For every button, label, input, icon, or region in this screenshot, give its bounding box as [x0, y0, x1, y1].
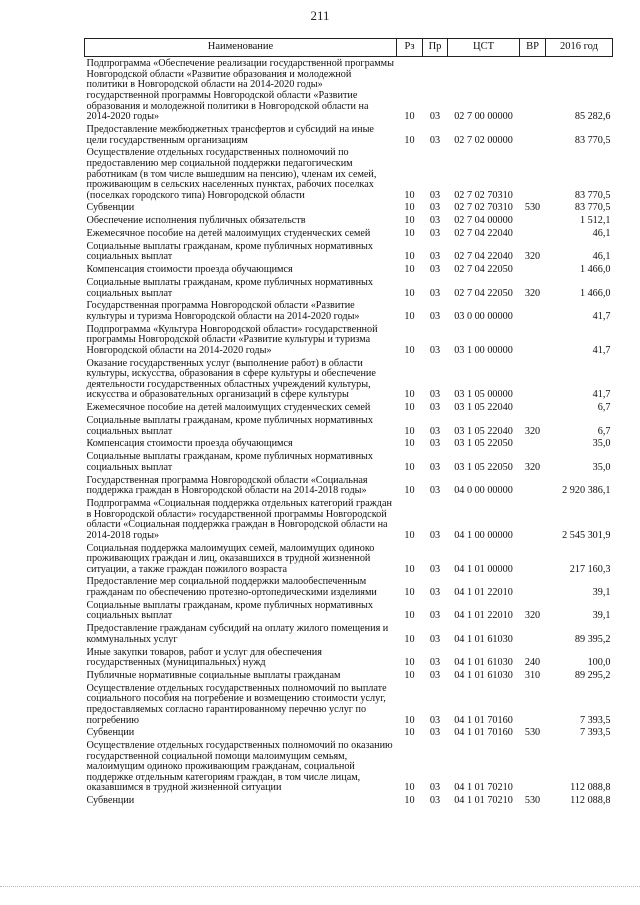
cell-pr: 03 [429, 264, 441, 276]
cell-name: Осуществление отдельных государственных полномочий по выплате социального пособия на погребение и возмещению стоимости услуг, предоставляемых согласно гарантированному перечню услуг по погребению [86, 682, 387, 726]
cell-pr: 03 [429, 563, 441, 575]
cell-pr: 03 [429, 202, 441, 214]
cell-pr: 03 [429, 228, 441, 240]
cell-name: Компенсация стоимости проезда обучающимся [86, 438, 293, 450]
cell-pr: 03 [429, 782, 441, 794]
cell-rz: 10 [404, 782, 415, 794]
cell-vr: 310 [524, 669, 541, 681]
table-row [85, 473, 613, 496]
header-sum: 2016 год [546, 39, 613, 57]
cell-name: Оказание государственных услуг (выполнение работ) в области культуры, искусства, образования в сфере культуры и обеспечение деятельности государственных областных учреждений культуры, искусства и образовательных организаций в сфере культуры [86, 357, 376, 401]
header-vr: ВР [520, 39, 546, 57]
table-row [85, 645, 613, 668]
cell-sum: 1 512,1 [579, 215, 611, 227]
cell-sum: 46,1 [592, 251, 611, 263]
cell-rz: 10 [404, 633, 415, 645]
cell-sum: 6,7 [597, 425, 611, 437]
cell-sum: 35,0 [592, 461, 611, 473]
cell-vr [520, 263, 546, 276]
cell-name: Осуществление отдельных государственных полномочий по оказанию государственной социальной помощи малоимущим семьям, малоимущим одиноко проживающим гражданам, социальной поддержке отдельным категориям граждан, в том числе лицам, оказавшимся в трудной жизненной ситуации [86, 740, 393, 794]
cell-pr: 03 [429, 529, 441, 541]
cell-rz: 10 [404, 215, 415, 227]
cell-rz: 10 [404, 402, 415, 414]
cell-sum: 39,1 [592, 610, 611, 622]
cell-pr: 03 [429, 402, 441, 414]
cell-sum: 6,7 [597, 402, 611, 414]
cell-cst: 02 7 04 22040 [454, 251, 513, 263]
cell-cst: 04 1 01 22010 [454, 610, 513, 622]
cell-cst: 04 1 01 61030 [454, 633, 513, 645]
cell-vr [520, 227, 546, 240]
cell-rz: 10 [404, 529, 415, 541]
cell-rz: 10 [404, 714, 415, 726]
cell-rz: 10 [404, 438, 415, 450]
cell-vr [520, 323, 546, 357]
cell-sum: 83 770,5 [574, 189, 611, 201]
table-row [85, 437, 613, 450]
cell-cst: 04 1 01 22010 [454, 587, 513, 599]
table-row [85, 201, 613, 214]
cell-cst: 04 1 01 70210 [454, 795, 513, 807]
cell-cst: 03 1 05 00000 [454, 389, 513, 401]
cell-sum: 7 393,5 [579, 714, 611, 726]
cell-pr: 03 [429, 795, 441, 807]
cell-pr: 03 [429, 461, 441, 473]
table-row [85, 497, 613, 542]
table-row [85, 146, 613, 201]
cell-vr: 320 [524, 287, 541, 299]
table-row [85, 240, 613, 263]
cell-pr: 03 [429, 389, 441, 401]
cell-vr [520, 473, 546, 496]
table-row [85, 401, 613, 414]
cell-pr: 03 [429, 189, 441, 201]
cell-cst: 04 1 01 70160 [454, 727, 513, 739]
table-row [85, 414, 613, 437]
cell-rz: 10 [404, 251, 415, 263]
cell-cst: 02 7 02 70310 [454, 189, 513, 201]
table-body [85, 57, 613, 807]
cell-vr [520, 146, 546, 201]
cell-pr: 03 [429, 310, 441, 322]
cell-sum: 89 395,2 [574, 633, 611, 645]
cell-name: Субвенции [86, 795, 135, 807]
cell-cst: 03 0 00 00000 [454, 310, 513, 322]
cell-rz: 10 [404, 189, 415, 201]
table-row [85, 622, 613, 645]
header-cst: ЦСТ [448, 39, 520, 57]
cell-cst: 04 0 00 00000 [454, 485, 513, 497]
cell-rz: 10 [404, 264, 415, 276]
cell-cst: 04 1 01 70160 [454, 714, 513, 726]
cell-rz: 10 [404, 610, 415, 622]
page-number: 211 [310, 8, 330, 23]
cell-pr: 03 [429, 215, 441, 227]
cell-cst: 03 1 05 22050 [454, 461, 513, 473]
cell-cst: 04 1 01 61030 [454, 657, 513, 669]
cell-sum: 41,7 [592, 344, 611, 356]
cell-rz: 10 [404, 228, 415, 240]
cell-cst: 02 7 00 00000 [454, 111, 513, 123]
cell-vr [520, 299, 546, 322]
cell-name: Осуществление отдельных государственных полномочий по предоставлению мер социальной поддержки педагогическим работникам (в том числе вышедшим на пенсию), членам их семей, проживающим в сельских населенных пунктах, рабочих поселках (поселках городского типа) Новгородской области [86, 147, 377, 201]
cell-sum: 217 160,3 [569, 563, 611, 575]
header-rz: Рз [397, 39, 423, 57]
scan-edge-divider [0, 886, 640, 887]
table-row [85, 739, 613, 794]
cell-rz: 10 [404, 344, 415, 356]
cell-name: Социальные выплаты гражданам, кроме публичных нормативных социальных выплат [86, 415, 373, 437]
header-name: Наименование [85, 39, 397, 57]
cell-name: Государственная программа Новгородской области «Социальная поддержка граждан в Новгородской области на 2014-2018 годы» [86, 474, 368, 497]
cell-name: Подпрограмма «Обеспечение реализации государственной программы Новгородской области «Развитие образования и молодежной политики в Новгородской области на 2014-2020 годы» государственной программы Новгородской области «Развитие образования и молодежной политики в Новгородской области на 2014-2020 годы» [86, 58, 394, 123]
cell-name: Предоставление мер социальной поддержки малообеспеченным гражданам по обеспечению протезно-ортопедическими изделиями [86, 576, 377, 599]
table-row [85, 299, 613, 322]
cell-vr [520, 541, 546, 575]
cell-pr: 03 [429, 714, 441, 726]
cell-name: Субвенции [86, 202, 135, 214]
cell-vr: 320 [524, 610, 541, 622]
cell-sum: 83 770,5 [574, 202, 611, 214]
cell-rz: 10 [404, 202, 415, 214]
cell-sum: 1 466,0 [579, 264, 611, 276]
cell-vr [520, 357, 546, 402]
cell-cst: 02 7 02 00000 [454, 134, 513, 146]
cell-name: Предоставление гражданам субсидий на оплату жилого помещения и коммунальных услуг [86, 623, 389, 645]
cell-vr: 530 [524, 795, 541, 807]
cell-cst: 04 1 00 00000 [454, 529, 513, 541]
cell-rz: 10 [404, 461, 415, 473]
cell-name: Ежемесячное пособие на детей малоимущих студенческих семей [86, 402, 371, 414]
table-row [85, 450, 613, 473]
table-row [85, 599, 613, 622]
cell-vr [520, 57, 546, 123]
table-row [85, 263, 613, 276]
cell-sum: 2 920 386,1 [562, 485, 611, 497]
table-row [85, 682, 613, 727]
cell-pr: 03 [429, 633, 441, 645]
cell-sum: 1 466,0 [579, 287, 611, 299]
cell-rz: 10 [404, 134, 415, 146]
cell-sum: 41,7 [592, 389, 611, 401]
cell-cst: 04 1 01 70210 [454, 782, 513, 794]
cell-name: Субвенции [86, 727, 135, 739]
table-header [85, 39, 613, 57]
cell-sum: 2 545 301,9 [562, 529, 611, 541]
cell-pr: 03 [429, 111, 441, 123]
cell-rz: 10 [404, 389, 415, 401]
cell-rz: 10 [404, 310, 415, 322]
cell-pr: 03 [429, 134, 441, 146]
cell-rz: 10 [404, 657, 415, 669]
cell-sum: 39,1 [592, 587, 611, 599]
cell-name: Ежемесячное пособие на детей малоимущих студенческих семей [86, 228, 371, 240]
cell-name: Предоставление межбюджетных трансфертов и субсидий на иные цели государственным организациям [86, 123, 374, 146]
cell-rz: 10 [404, 727, 415, 739]
cell-name: Социальные выплаты гражданам, кроме публичных нормативных социальных выплат [86, 451, 373, 473]
table-row [85, 227, 613, 240]
cell-pr: 03 [429, 287, 441, 299]
table-row [85, 276, 613, 299]
cell-name: Социальные выплаты гражданам, кроме публичных нормативных социальных выплат [86, 599, 373, 622]
cell-vr [520, 437, 546, 450]
cell-sum: 112 088,8 [570, 795, 611, 807]
cell-vr: 320 [524, 425, 541, 437]
cell-cst: 04 1 01 00000 [454, 563, 513, 575]
cell-name: Социальные выплаты гражданам, кроме публичных нормативных социальных выплат [86, 240, 373, 263]
budget-table [84, 38, 613, 807]
cell-vr: 320 [524, 251, 541, 263]
table-row [85, 123, 613, 146]
cell-sum: 85 282,6 [574, 111, 611, 123]
cell-sum: 41,7 [592, 310, 611, 322]
table-row [85, 214, 613, 227]
cell-sum: 83 770,5 [574, 134, 611, 146]
cell-vr [520, 123, 546, 146]
table-row [85, 323, 613, 357]
cell-pr: 03 [429, 657, 441, 669]
cell-cst: 02 7 04 22050 [454, 264, 513, 276]
table-row [85, 726, 613, 739]
cell-pr: 03 [429, 669, 441, 681]
cell-rz: 10 [404, 425, 415, 437]
cell-name: Социальные выплаты гражданам, кроме публичных нормативных социальных выплат [86, 276, 373, 299]
cell-pr: 03 [429, 727, 441, 739]
cell-sum: 89 295,2 [574, 669, 611, 681]
cell-sum: 112 088,8 [570, 782, 611, 794]
cell-rz: 10 [404, 111, 415, 123]
cell-cst: 03 1 05 22040 [454, 402, 513, 414]
cell-vr [520, 739, 546, 794]
cell-cst: 03 1 05 22050 [454, 438, 513, 450]
cell-sum: 46,1 [592, 228, 611, 240]
table-row [85, 575, 613, 598]
cell-vr: 320 [524, 461, 541, 473]
cell-rz: 10 [404, 287, 415, 299]
cell-rz: 10 [404, 563, 415, 575]
cell-pr: 03 [429, 438, 441, 450]
cell-vr: 530 [524, 202, 541, 214]
table-row [85, 669, 613, 682]
cell-rz: 10 [404, 485, 415, 497]
cell-sum: 7 393,5 [579, 727, 611, 739]
cell-vr [520, 497, 546, 542]
cell-cst: 02 7 04 22050 [454, 287, 513, 299]
cell-pr: 03 [429, 610, 441, 622]
cell-rz: 10 [404, 795, 415, 807]
cell-cst: 04 1 01 61030 [454, 669, 513, 681]
cell-name: Государственная программа Новгородской области «Развитие культуры и туризма Новгородской области на 2014-2020 годы» [86, 300, 360, 322]
cell-cst: 02 7 02 70310 [454, 202, 513, 214]
cell-pr: 03 [429, 251, 441, 263]
cell-pr: 03 [429, 344, 441, 356]
table-row [85, 57, 613, 123]
cell-name: Компенсация стоимости проезда обучающимся [86, 264, 293, 276]
cell-sum: 35,0 [592, 438, 611, 450]
cell-sum: 100,0 [587, 657, 611, 669]
cell-vr [520, 401, 546, 414]
header-pr: Пр [423, 39, 448, 57]
table-row [85, 794, 613, 807]
cell-cst: 03 1 05 22040 [454, 425, 513, 437]
cell-name: Публичные нормативные социальные выплаты гражданам [86, 669, 341, 681]
table-row [85, 357, 613, 402]
cell-name: Обеспечение исполнения публичных обязательств [86, 215, 306, 227]
cell-name: Иные закупки товаров, работ и услуг для обеспечения государственных (муниципальных) нужд [86, 646, 322, 669]
cell-cst: 02 7 04 00000 [454, 215, 513, 227]
cell-name: Подпрограмма «Социальная поддержка отдельных категорий граждан в Новгородской области» государственной программы Новгородской области «Социальная поддержка граждан в Новгородской области на 2014-2018 годы» [86, 497, 392, 541]
cell-vr: 240 [524, 657, 541, 669]
cell-vr [520, 682, 546, 727]
table-row [85, 541, 613, 575]
cell-cst: 02 7 04 22040 [454, 228, 513, 240]
cell-name: Подпрограмма «Культура Новгородской области» государственной программы Новгородской области «Развитие культуры и туризма Новгородской области на 2014-2020 годы» [86, 323, 378, 356]
cell-vr: 530 [524, 727, 541, 739]
cell-vr [520, 214, 546, 227]
cell-vr [520, 575, 546, 598]
cell-vr [520, 622, 546, 645]
cell-rz: 10 [404, 669, 415, 681]
cell-pr: 03 [429, 587, 441, 599]
cell-pr: 03 [429, 425, 441, 437]
cell-rz: 10 [404, 587, 415, 599]
cell-cst: 03 1 00 00000 [454, 344, 513, 356]
cell-name: Социальная поддержка малоимущих семей, малоимущих одиноко проживающих граждан и лиц, оказавшихся в трудной жизненной ситуации, а также граждан пожилого возраста [86, 542, 375, 575]
cell-pr: 03 [429, 485, 441, 497]
